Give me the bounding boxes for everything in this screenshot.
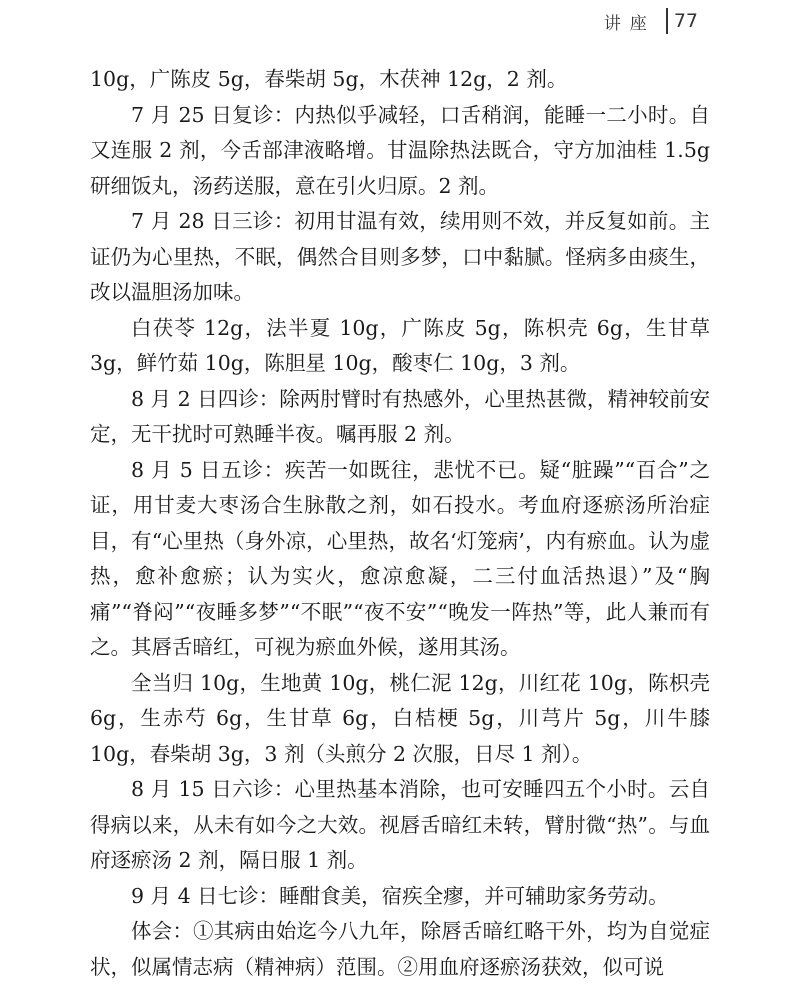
page-number: 77 (673, 10, 698, 32)
paragraph-reflection: 体会：①其病由始迄今八九年，除唇舌暗红略干外，均为自觉症状，似属情志病（精神病）范围。②用血府逐瘀汤获效，似可说 (90, 919, 710, 979)
body-text (90, 62, 710, 985)
running-head (604, 8, 698, 34)
paragraph-third-visit: 7 月 28 日三诊：初用甘温有效，续用则不效，并反复如前。主证仍为心里热，不眠，偶然合目则多梦，口中黏腻。怪病多由痰生，改以温胆汤加味。 (90, 209, 710, 304)
paragraph-continuation: 10g，广陈皮 5g，春柴胡 5g，木茯神 12g，2 剂。 (90, 67, 568, 91)
paragraph-sixth-visit: 8 月 15 日六诊：心里热基本消除，也可安睡四五个小时。云自得病以来，从未有如今之大效。视唇舌暗红未转，臂肘微“热”。与血府逐瘀汤 2 剂，隔日服 1 剂。 (90, 777, 710, 872)
paragraph-fifth-visit: 8 月 5 日五诊：疾苦一如既往，悲忧不已。疑“脏躁”“百合”之证，用甘麦大枣汤合生脉散之剂，如石投水。考血府逐瘀汤所治症目，有“心里热（身外凉，心里热，故名‘灯笼病’，内有瘀血。认为虚热，愈补愈瘀；认为实火，愈凉愈凝，二三付血活热退）”及“胸痛”“脊闷”“夜睡多梦”“不眠”“夜不安”“晚发一阵热”等，此人兼而有之。其唇舌暗红，可视为瘀血外候，遂用其汤。 (90, 457, 710, 659)
paragraph-seventh-visit: 9 月 4 日七诊：睡酣食美，宿疾全瘳，并可辅助家务劳动。 (131, 883, 669, 908)
paragraph-prescription-wendan: 白茯苓 12g，法半夏 10g，广陈皮 5g，陈枳壳 6g，生甘草 3g，鲜竹茹 10g，陈胆星 10g，酸枣仁 10g，3 剂。 (90, 315, 710, 375)
section-title: 讲座 (603, 13, 656, 34)
paragraph-fourth-visit: 8 月 2 日四诊：除两肘臂时有热感外，心里热甚微，精神较前安定，无干扰时可熟睡半夜。嘱再服 2 剂。 (90, 386, 710, 446)
paragraph-prescription-xuefu: 全当归 10g，生地黄 10g，桃仁泥 12g，川红花 10g，陈枳壳 6g，生赤芍 6g，生甘草 6g，白桔梗 5g，川芎片 5g，川牛膝 10g，春柴胡 3g，3 剂（头煎分 2 次服，日尽 1 剂）。 (90, 670, 710, 766)
paragraph-second-visit: 7 月 25 日复诊：内热似乎减轻，口舌稍润，能睡一二小时。自又连服 2 剂，今舌部津液略增。甘温除热法既合，守方加油桂 1.5g 研细饭丸，汤药送服，意在引火归原。2 剂。 (90, 102, 710, 198)
header-divider (666, 8, 668, 34)
